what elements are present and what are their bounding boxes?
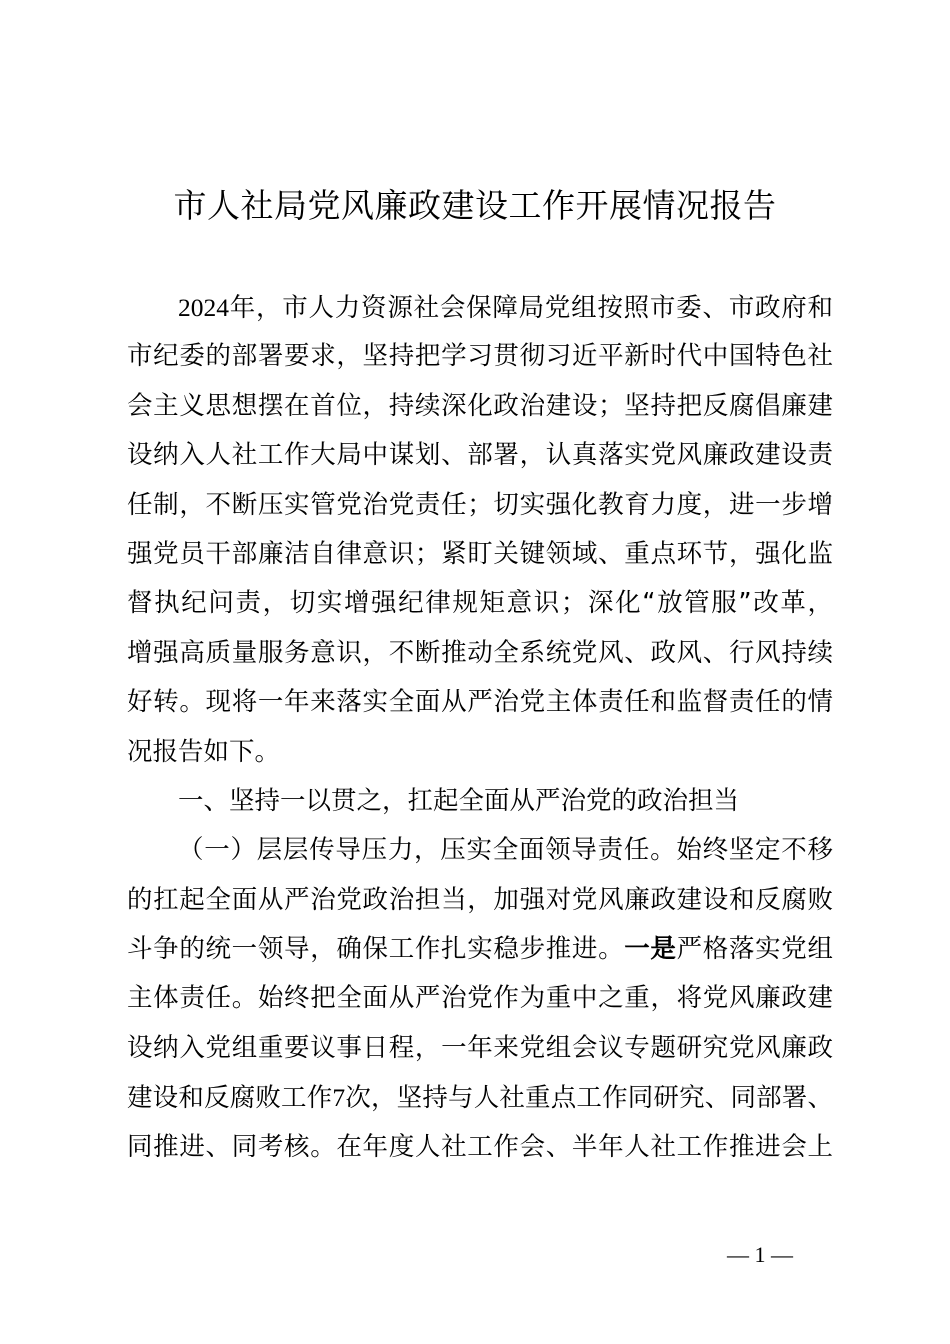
paragraph-line: 同推进、同考核。在年度人社工作会、半年人社工作推进会上 [127, 1131, 833, 1162]
paragraph-line: 任制，不断压实管党治党责任；切实强化教育力度，进一步增 [127, 489, 833, 520]
paragraph-text: 斗争的统一领导，确保工作扎实稳步推进。 [127, 934, 625, 965]
paragraph-line: 督执纪问责，切实增强纪律规矩意识；深化“放管服”改革， [127, 588, 833, 619]
paragraph-line: 增强高质量服务意识，不断推动全系统党风、政风、行风持续 [127, 637, 833, 668]
document-body [127, 283, 833, 1172]
paragraph-line: 会主义思想摆在首位，持续深化政治建设；坚持把反腐倡廉建 [127, 390, 833, 421]
paragraph-line: 主体责任。始终把全面从严治党作为重中之重，将党风廉政建 [127, 983, 833, 1014]
paragraph-line [127, 283, 833, 332]
paragraph-line [127, 925, 833, 974]
paragraph-line: 设纳入人社工作大局中谋划、部署，认真落实党风廉政建设责 [127, 440, 833, 471]
paragraph-line: 的扛起全面从严治党政治担当，加强对党风廉政建设和反腐败 [127, 884, 833, 915]
page-number: — 1 — [727, 1242, 793, 1267]
paragraph-line: 市纪委的部署要求，坚持把学习贯彻习近平新时代中国特色社 [127, 341, 833, 372]
section-heading: 一、坚持一以贯之，扛起全面从严治党的政治担当 [178, 785, 740, 816]
paragraph-line: 好转。现将一年来落实全面从严治党主体责任和监督责任的情 [127, 687, 833, 718]
count-number: 7 [332, 1083, 346, 1113]
paragraph-line: 况报告如下。 [127, 736, 281, 767]
document-title: 市人社局党风廉政建设工作开展情况报告 [173, 186, 777, 225]
paragraph-line [127, 1073, 833, 1122]
year-number: 2024 [178, 293, 229, 322]
paragraph-text: 年，市人力资源社会保障局党组按照市委、市政府和 [229, 293, 833, 323]
paragraph-line: 强党员干部廉洁自律意识；紧盯关键领域、重点环节，强化监 [127, 538, 833, 569]
paragraph-line: （一）层层传导压力，压实全面领导责任。始终坚定不移 [178, 835, 833, 866]
paragraph-line: 设纳入党组重要议事日程，一年来党组会议专题研究党风廉政 [127, 1032, 833, 1063]
paragraph-text: 建设和反腐败工作 [127, 1083, 333, 1114]
bold-marker: 一是 [624, 934, 677, 965]
paragraph-text: 次，坚持与人社重点工作同研究、同部署、 [345, 1083, 833, 1114]
paragraph-text: 严格落实党组 [676, 934, 833, 965]
